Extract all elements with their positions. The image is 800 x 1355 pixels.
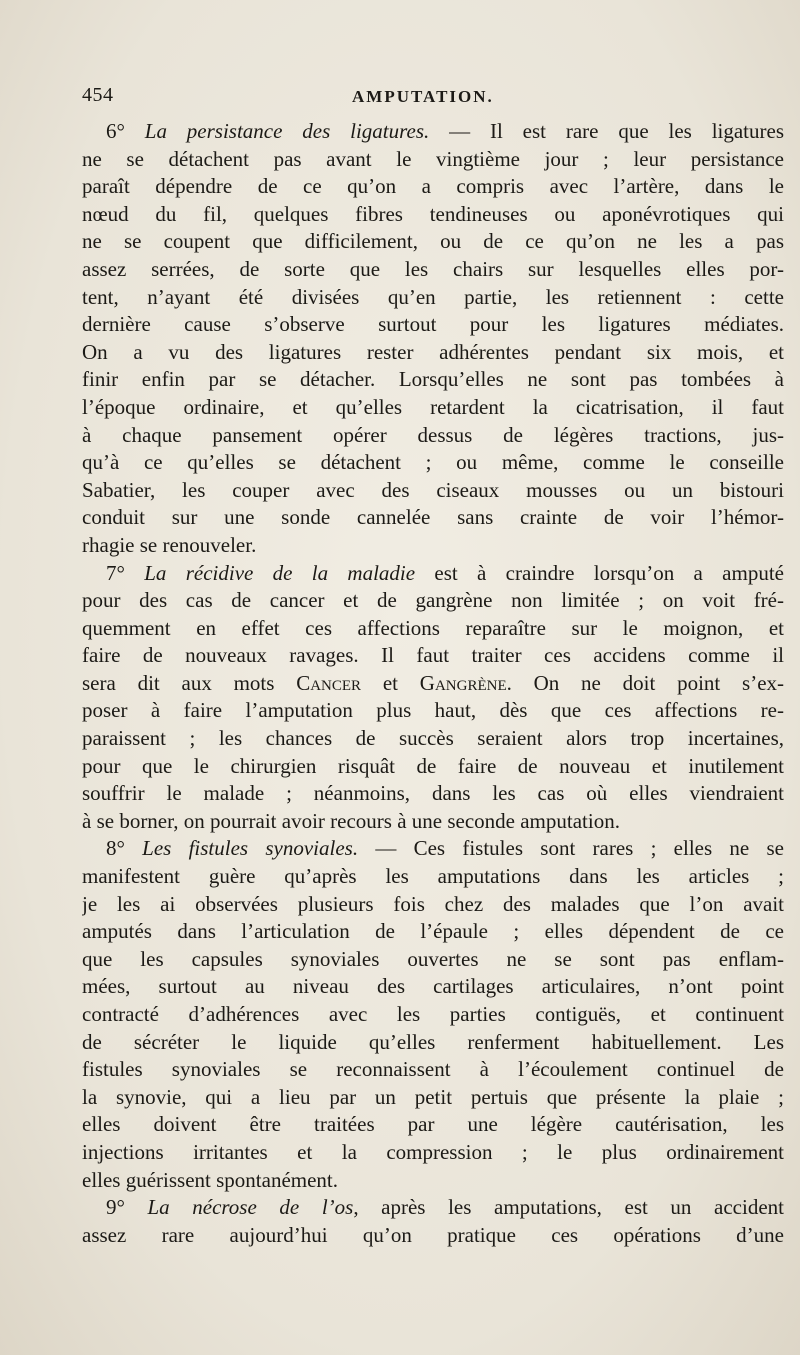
text-run: ne se détachent pas avant le vingtième jour ; leur persistance — [82, 146, 784, 171]
text-run: à chaque pansement opérer dessus de légères tractions, jus- — [82, 422, 784, 447]
paragraph — [82, 118, 784, 560]
text-line — [82, 946, 784, 974]
text-run: assez rare aujourd’hui qu’on pratique ces opérations d’une — [82, 1222, 784, 1247]
text-line — [82, 560, 784, 588]
text-run: Sabatier, les couper avec des ciseaux mousses ou un bistouri — [82, 477, 784, 502]
text-run: rhagie se renouveler. — [82, 532, 257, 557]
text-run: — Il est rare que les ligatures — [429, 119, 784, 143]
text-line — [82, 449, 784, 477]
text-run: assez serrées, de sorte que les chairs sur lesquelles elles por- — [82, 256, 784, 281]
text-line — [82, 1001, 784, 1029]
text-run: elles doivent être traitées par une légère cautérisation, les — [82, 1112, 784, 1137]
text-run: manifestent guère qu’après les amputations dans les articles ; — [82, 864, 784, 889]
text-run: ne se coupent que difficilement, ou de ce qu’on ne les a pas — [82, 229, 784, 254]
text-line — [82, 1222, 784, 1250]
text-line — [82, 642, 784, 670]
text-run: et — [361, 670, 420, 695]
text-line — [82, 753, 784, 781]
text-run: à se borner, on pourrait avoir recours à une seconde amputation. — [82, 808, 620, 833]
text-line — [82, 891, 784, 919]
text-line — [82, 394, 784, 422]
small-caps-text: Cancer — [296, 670, 362, 695]
text-run: contracté d’adhérences avec les parties contiguës, et continuent — [82, 1002, 784, 1026]
text-run: conduit sur une sonde cannelée sans crainte de voir l’hémor- — [82, 505, 784, 530]
text-run: pour des cas de cancer et de gangrène non limitée ; on voit fré- — [82, 588, 784, 613]
text-run: 8° — [106, 836, 143, 861]
text-run: , après les amputations, est un accident — [353, 1195, 784, 1220]
text-line — [82, 835, 784, 863]
text-line — [82, 504, 784, 532]
text-line — [82, 422, 784, 450]
text-line — [82, 1139, 784, 1167]
text-line — [82, 1056, 784, 1084]
paragraph — [82, 835, 784, 1194]
text-run: tent, n’ayant été divisées qu’en partie, les retiennent : cette — [82, 284, 784, 309]
text-run: la synovie, qui a lieu par un petit pertuis que présente la plaie ; — [82, 1084, 784, 1109]
text-run: mées, surtout au niveau des cartilages articulaires, n’ont point — [82, 974, 784, 999]
text-line — [82, 1167, 784, 1195]
text-run: poser à faire l’amputation plus haut, dès que ces affections re- — [82, 698, 784, 723]
running-head: AMPUTATION. — [352, 87, 494, 106]
text-line — [82, 670, 784, 698]
text-line — [82, 863, 784, 891]
text-run: . On ne doit point s’ex- — [506, 670, 784, 695]
text-run: sera dit aux mots — [82, 670, 297, 695]
text-run: paraît dépendre de ce qu’on a compris avec l’artère, dans le — [82, 174, 784, 199]
page-number: 454 — [82, 84, 114, 106]
text-run: que les capsules synoviales ouvertes ne se sont pas enflam- — [82, 946, 784, 971]
text-run: finir enfin par se détacher. Lorsqu’elles ne sont pas tombées à — [82, 367, 784, 392]
text-line — [82, 366, 784, 394]
text-line — [82, 697, 784, 725]
text-line — [82, 201, 784, 229]
text-line — [82, 228, 784, 256]
italic-text: Les fistules synoviales. — [142, 836, 359, 861]
text-line — [82, 1084, 784, 1112]
text-line — [82, 146, 784, 174]
text-run: elles guérissent spontanément. — [82, 1167, 339, 1192]
text-line — [82, 1029, 784, 1057]
body-text — [82, 118, 784, 1249]
text-run: est à craindre lorsqu’on a amputé — [415, 560, 784, 585]
text-run: 6° — [106, 119, 145, 143]
text-line — [82, 118, 784, 146]
text-line — [82, 1194, 784, 1222]
text-run: paraissent ; les chances de succès seraient alors trop incertaines, — [82, 726, 784, 751]
page-header — [82, 84, 782, 112]
italic-text: La récidive de la maladie — [144, 560, 416, 585]
text-line — [82, 780, 784, 808]
text-line — [82, 587, 784, 615]
text-run: 9° — [106, 1195, 148, 1220]
text-run: faire de nouveaux ravages. Il faut traiter ces accidens comme il — [82, 643, 784, 668]
text-line — [82, 532, 784, 560]
text-line — [82, 918, 784, 946]
text-run: qu’à ce qu’elles se détachent ; ou même, comme le conseille — [82, 450, 784, 475]
text-line — [82, 339, 784, 367]
text-line — [82, 808, 784, 836]
text-run: injections irritantes et la compression ; le plus ordinairement — [82, 1139, 784, 1164]
text-line — [82, 311, 784, 339]
text-run: souffrir le malade ; néanmoins, dans les cas où elles viendraient — [82, 781, 784, 806]
text-line — [82, 725, 784, 753]
text-run: quemment en effet ces affections reparaître sur le moignon, et — [82, 615, 784, 640]
italic-text: La persistance des ligatures. — [144, 119, 430, 143]
paragraph — [82, 560, 784, 836]
text-run: je les ai observées plusieurs fois chez des malades que l’on avait — [82, 891, 784, 916]
text-line — [82, 477, 784, 505]
text-run: — Ces fistules sont rares ; elles ne se — [358, 836, 784, 861]
paragraph — [82, 1194, 784, 1249]
text-line — [82, 1111, 784, 1139]
text-run: l’époque ordinaire, et qu’elles retardent la cicatrisation, il faut — [82, 394, 784, 419]
text-run: pour que le chirurgien risquât de faire de nouveau et inutilement — [82, 753, 784, 778]
small-caps-text: Gangrène — [419, 670, 507, 695]
text-line — [82, 173, 784, 201]
text-line — [82, 284, 784, 312]
text-line — [82, 256, 784, 284]
text-line — [82, 973, 784, 1001]
italic-text: La nécrose de l’os — [147, 1195, 354, 1220]
text-run: fistules synoviales se reconnaissent à l’écoulement continuel de — [82, 1057, 784, 1082]
text-run: amputés dans l’articulation de l’épaule ; elles dépendent de ce — [82, 919, 784, 944]
text-run: 7° — [106, 560, 145, 585]
text-run: On a vu des ligatures rester adhérentes pendant six mois, et — [82, 339, 784, 364]
text-run: dernière cause s’observe surtout pour les ligatures médiates. — [82, 312, 784, 337]
text-run: nœud du fil, quelques fibres tendineuses ou aponévrotiques qui — [82, 201, 784, 226]
text-run: de sécréter le liquide qu’elles renferment habituellement. Les — [82, 1029, 784, 1054]
text-line — [82, 615, 784, 643]
